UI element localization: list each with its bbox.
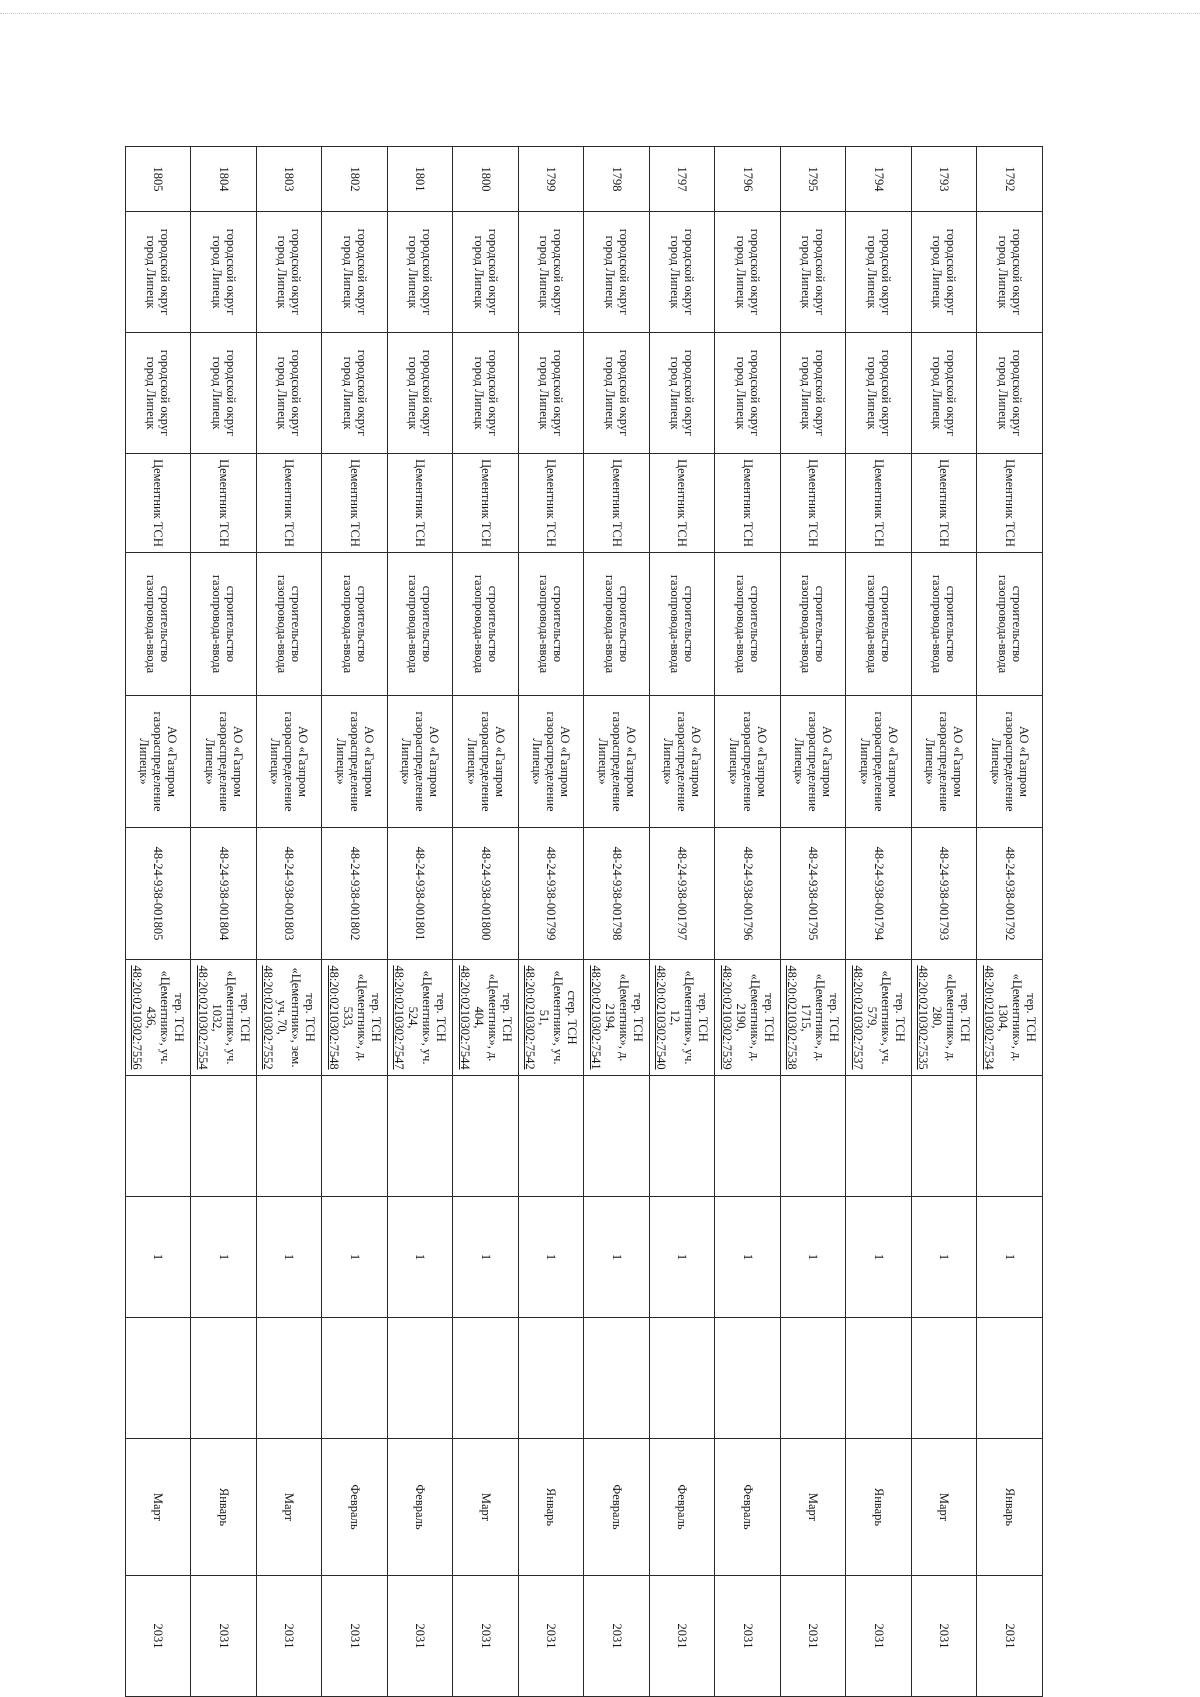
work-type-cell: строительство газопровода-ввода	[977, 553, 1043, 696]
address-cell	[912, 960, 978, 1076]
cadastral-number: 48:20:0210302:7548	[326, 965, 341, 1070]
empty-cell	[650, 1076, 716, 1197]
settlement-cell: Цементник ТСН	[977, 454, 1043, 553]
cadastral-number: 48:20:0210302:7539	[719, 965, 734, 1070]
year-cell: 2031	[191, 1576, 257, 1697]
empty-cell-2	[322, 1318, 388, 1439]
settlement-cell: Цементник ТСН	[257, 454, 323, 553]
empty-cell	[846, 1076, 912, 1197]
application-number-cell: 48-24-938-001800	[453, 828, 519, 960]
municipality-cell: городской округ город Липецк	[519, 212, 585, 333]
row-number: 1803	[257, 147, 323, 212]
municipality-cell: городской округ город Липецк	[453, 212, 519, 333]
municipality-cell: городской округ город Липецк	[650, 212, 716, 333]
month-cell: Февраль	[584, 1439, 650, 1576]
application-number-cell: 48-24-938-001797	[650, 828, 716, 960]
address-text: тер. ТСН «Цементник», д. 404,	[471, 973, 514, 1062]
application-number-cell: 48-24-938-001799	[519, 828, 585, 960]
table-row	[191, 147, 257, 1697]
municipality-2-cell: городской округ город Липецк	[912, 333, 978, 454]
work-type-cell: строительство газопровода-ввода	[781, 553, 847, 696]
gasification-plan-table	[125, 146, 1043, 1697]
empty-cell-2	[453, 1318, 519, 1439]
application-number-cell: 48-24-938-001795	[781, 828, 847, 960]
table-row	[388, 147, 454, 1697]
row-number: 1800	[453, 147, 519, 212]
cadastral-number: 48:20:0210302:7540	[654, 965, 669, 1070]
organization-cell: АО «Газпром газораспределение Липецк»	[191, 696, 257, 828]
municipality-2-cell: городской округ город Липецк	[453, 333, 519, 454]
month-cell: Февраль	[322, 1439, 388, 1576]
settlement-cell: Цементник ТСН	[846, 454, 912, 553]
organization-cell: АО «Газпром газораспределение Липецк»	[715, 696, 781, 828]
cadastral-number: 48:20:0210302:7547	[392, 965, 407, 1070]
month-cell: Январь	[191, 1439, 257, 1576]
year-cell: 2031	[126, 1576, 192, 1697]
municipality-2-cell: городской округ город Липецк	[650, 333, 716, 454]
organization-cell: АО «Газпром газораспределение Липецк»	[650, 696, 716, 828]
table-row	[519, 147, 585, 1697]
address-cell	[453, 960, 519, 1076]
settlement-cell: Цементник ТСН	[322, 454, 388, 553]
organization-cell: АО «Газпром газораспределение Липецк»	[126, 696, 192, 828]
municipality-2-cell: городской округ город Липецк	[126, 333, 192, 454]
application-number-cell: 48-24-938-001801	[388, 828, 454, 960]
row-number: 1801	[388, 147, 454, 212]
address-text: тер. ТСН «Цементник», д. 533,	[340, 973, 383, 1062]
empty-cell-2	[191, 1318, 257, 1439]
municipality-cell: городской округ город Липецк	[257, 212, 323, 333]
month-cell: Февраль	[650, 1439, 716, 1576]
table-row	[846, 147, 912, 1697]
empty-cell	[453, 1076, 519, 1197]
municipality-2-cell: городской округ город Липецк	[519, 333, 585, 454]
cadastral-number: 48:20:0210302:7556	[130, 965, 145, 1070]
table-row	[257, 147, 323, 1697]
quantity-cell: 1	[126, 1197, 192, 1318]
application-number-cell: 48-24-938-001804	[191, 828, 257, 960]
address-text: тер. ТСН «Цементник», д. 280,	[930, 973, 973, 1062]
empty-cell-2	[388, 1318, 454, 1439]
address-cell	[715, 960, 781, 1076]
month-cell: Январь	[977, 1439, 1043, 1576]
work-type-cell: строительство газопровода-ввода	[388, 553, 454, 696]
quantity-cell: 1	[715, 1197, 781, 1318]
table-row	[126, 147, 192, 1697]
organization-cell: АО «Газпром газораспределение Липецк»	[388, 696, 454, 828]
empty-cell-2	[977, 1318, 1043, 1439]
work-type-cell: строительство газопровода-ввода	[453, 553, 519, 696]
year-cell: 2031	[584, 1576, 650, 1697]
empty-cell	[715, 1076, 781, 1197]
address-text: тер. ТСН «Цементник», уч. 12,	[668, 970, 711, 1065]
month-cell: Март	[912, 1439, 978, 1576]
address-text: тер. ТСН «Цементник», д. 1715,	[799, 973, 842, 1062]
year-cell: 2031	[388, 1576, 454, 1697]
row-number: 1797	[650, 147, 716, 212]
work-type-cell: строительство газопровода-ввода	[912, 553, 978, 696]
year-cell: 2031	[977, 1576, 1043, 1697]
work-type-cell: строительство газопровода-ввода	[846, 553, 912, 696]
organization-cell: АО «Газпром газораспределение Липецк»	[584, 696, 650, 828]
settlement-cell: Цементник ТСН	[388, 454, 454, 553]
quantity-cell: 1	[453, 1197, 519, 1318]
quantity-cell: 1	[519, 1197, 585, 1318]
application-number-cell: 48-24-938-001792	[977, 828, 1043, 960]
cadastral-number: 48:20:0210302:7544	[457, 965, 472, 1070]
address-cell	[388, 960, 454, 1076]
empty-cell	[126, 1076, 192, 1197]
cadastral-number: 48:20:0210302:7535	[916, 965, 931, 1070]
application-number-cell: 48-24-938-001793	[912, 828, 978, 960]
month-cell: Март	[126, 1439, 192, 1576]
address-text: тер. ТСН «Цементник», д. 2190,	[733, 973, 776, 1062]
empty-cell	[191, 1076, 257, 1197]
municipality-2-cell: городской округ город Липецк	[388, 333, 454, 454]
table-row	[453, 147, 519, 1697]
page-top-rule	[0, 13, 1200, 14]
month-cell: Февраль	[715, 1439, 781, 1576]
settlement-cell: Цементник ТСН	[584, 454, 650, 553]
year-cell: 2031	[912, 1576, 978, 1697]
municipality-cell: городской округ город Липецк	[322, 212, 388, 333]
table-row	[584, 147, 650, 1697]
municipality-2-cell: городской округ город Липецк	[584, 333, 650, 454]
application-number-cell: 48-24-938-001794	[846, 828, 912, 960]
row-number: 1799	[519, 147, 585, 212]
quantity-cell: 1	[388, 1197, 454, 1318]
address-cell	[781, 960, 847, 1076]
municipality-2-cell: городской округ город Липецк	[191, 333, 257, 454]
address-text: тер. ТСН «Цементник», зем. уч. 70,	[275, 967, 318, 1068]
municipality-2-cell: городской округ город Липецк	[322, 333, 388, 454]
empty-cell-2	[257, 1318, 323, 1439]
empty-cell	[322, 1076, 388, 1197]
empty-cell	[257, 1076, 323, 1197]
row-number: 1796	[715, 147, 781, 212]
table-row	[977, 147, 1043, 1697]
organization-cell: АО «Газпром газораспределение Липецк»	[846, 696, 912, 828]
year-cell: 2031	[257, 1576, 323, 1697]
year-cell: 2031	[322, 1576, 388, 1697]
cadastral-number: 48:20:0210302:7534	[981, 965, 996, 1070]
address-text: стер. ТСН «Цементник», уч. 51,	[537, 970, 580, 1065]
settlement-cell: Цементник ТСН	[191, 454, 257, 553]
table-row	[715, 147, 781, 1697]
empty-cell	[388, 1076, 454, 1197]
work-type-cell: строительство газопровода-ввода	[126, 553, 192, 696]
municipality-2-cell: городской округ город Липецк	[257, 333, 323, 454]
row-number: 1804	[191, 147, 257, 212]
municipality-cell: городской округ город Липецк	[715, 212, 781, 333]
year-cell: 2031	[453, 1576, 519, 1697]
municipality-cell: городской округ город Липецк	[846, 212, 912, 333]
work-type-cell: строительство газопровода-ввода	[715, 553, 781, 696]
organization-cell: АО «Газпром газораспределение Липецк»	[977, 696, 1043, 828]
application-number-cell: 48-24-938-001802	[322, 828, 388, 960]
settlement-cell: Цементник ТСН	[715, 454, 781, 553]
quantity-cell: 1	[781, 1197, 847, 1318]
organization-cell: АО «Газпром газораспределение Липецк»	[453, 696, 519, 828]
address-cell	[650, 960, 716, 1076]
address-cell	[322, 960, 388, 1076]
settlement-cell: Цементник ТСН	[650, 454, 716, 553]
month-cell: Январь	[519, 1439, 585, 1576]
empty-cell-2	[912, 1318, 978, 1439]
month-cell: Январь	[846, 1439, 912, 1576]
address-text: тер. ТСН «Цементник», уч. 1032,	[209, 970, 252, 1065]
municipality-2-cell: городской округ город Липецк	[846, 333, 912, 454]
settlement-cell: Цементник ТСН	[453, 454, 519, 553]
organization-cell: АО «Газпром газораспределение Липецк»	[322, 696, 388, 828]
quantity-cell: 1	[584, 1197, 650, 1318]
address-cell	[126, 960, 192, 1076]
empty-cell-2	[126, 1318, 192, 1439]
month-cell: Март	[257, 1439, 323, 1576]
work-type-cell: строительство газопровода-ввода	[650, 553, 716, 696]
cadastral-number: 48:20:0210302:7552	[261, 965, 276, 1070]
address-cell	[191, 960, 257, 1076]
row-number: 1792	[977, 147, 1043, 212]
municipality-cell: городской округ город Липецк	[126, 212, 192, 333]
empty-cell	[519, 1076, 585, 1197]
organization-cell: АО «Газпром газораспределение Липецк»	[257, 696, 323, 828]
settlement-cell: Цементник ТСН	[912, 454, 978, 553]
organization-cell: АО «Газпром газораспределение Липецк»	[781, 696, 847, 828]
table-row	[322, 147, 388, 1697]
empty-cell-2	[584, 1318, 650, 1439]
empty-cell	[584, 1076, 650, 1197]
address-cell	[257, 960, 323, 1076]
empty-cell-2	[781, 1318, 847, 1439]
year-cell: 2031	[519, 1576, 585, 1697]
application-number-cell: 48-24-938-001798	[584, 828, 650, 960]
empty-cell	[781, 1076, 847, 1197]
address-text: тер. ТСН «Цементник», д. 1304,	[995, 973, 1038, 1062]
quantity-cell: 1	[191, 1197, 257, 1318]
quantity-cell: 1	[977, 1197, 1043, 1318]
address-text: тер. ТСН «Цементник», д. 2194,	[602, 973, 645, 1062]
address-text: тер. ТСН «Цементник», уч. 436,	[144, 970, 187, 1065]
row-number: 1794	[846, 147, 912, 212]
row-number: 1802	[322, 147, 388, 212]
work-type-cell: строительство газопровода-ввода	[191, 553, 257, 696]
empty-cell	[977, 1076, 1043, 1197]
address-cell	[846, 960, 912, 1076]
quantity-cell: 1	[322, 1197, 388, 1318]
organization-cell: АО «Газпром газораспределение Липецк»	[912, 696, 978, 828]
municipality-cell: городской округ город Липецк	[912, 212, 978, 333]
empty-cell-2	[715, 1318, 781, 1439]
address-cell	[977, 960, 1043, 1076]
empty-cell-2	[846, 1318, 912, 1439]
table-row	[912, 147, 978, 1697]
table-row	[781, 147, 847, 1697]
settlement-cell: Цементник ТСН	[781, 454, 847, 553]
municipality-cell: городской округ город Липецк	[191, 212, 257, 333]
cadastral-number: 48:20:0210302:7554	[195, 965, 210, 1070]
work-type-cell: строительство газопровода-ввода	[584, 553, 650, 696]
municipality-cell: городской округ город Липецк	[584, 212, 650, 333]
empty-cell-2	[650, 1318, 716, 1439]
application-number-cell: 48-24-938-001803	[257, 828, 323, 960]
empty-cell-2	[519, 1318, 585, 1439]
quantity-cell: 1	[650, 1197, 716, 1318]
work-type-cell: строительство газопровода-ввода	[519, 553, 585, 696]
address-cell	[584, 960, 650, 1076]
rotated-table-container	[125, 146, 1043, 1649]
work-type-cell: строительство газопровода-ввода	[257, 553, 323, 696]
work-type-cell: строительство газопровода-ввода	[322, 553, 388, 696]
municipality-2-cell: городской округ город Липецк	[977, 333, 1043, 454]
row-number: 1793	[912, 147, 978, 212]
cadastral-number: 48:20:0210302:7538	[785, 965, 800, 1070]
quantity-cell: 1	[257, 1197, 323, 1318]
municipality-2-cell: городской округ город Липецк	[781, 333, 847, 454]
empty-cell	[912, 1076, 978, 1197]
row-number: 1795	[781, 147, 847, 212]
address-text: тер. ТСН «Цементник», уч. 524,	[406, 970, 449, 1065]
application-number-cell: 48-24-938-001796	[715, 828, 781, 960]
municipality-cell: городской округ город Липецк	[781, 212, 847, 333]
quantity-cell: 1	[912, 1197, 978, 1318]
municipality-cell: городской округ город Липецк	[977, 212, 1043, 333]
quantity-cell: 1	[846, 1197, 912, 1318]
month-cell: Март	[453, 1439, 519, 1576]
application-number-cell: 48-24-938-001805	[126, 828, 192, 960]
table-row	[650, 147, 716, 1697]
year-cell: 2031	[781, 1576, 847, 1697]
address-text: тер. ТСН «Цементник», уч. 579,	[864, 970, 907, 1065]
municipality-2-cell: городской округ город Липецк	[715, 333, 781, 454]
settlement-cell: Цементник ТСН	[126, 454, 192, 553]
municipality-cell: городской округ город Липецк	[388, 212, 454, 333]
organization-cell: АО «Газпром газораспределение Липецк»	[519, 696, 585, 828]
cadastral-number: 48:20:0210302:7541	[588, 965, 603, 1070]
month-cell: Март	[781, 1439, 847, 1576]
cadastral-number: 48:20:0210302:7537	[850, 965, 865, 1070]
address-cell	[519, 960, 585, 1076]
cadastral-number: 48:20:0210302:7542	[523, 965, 538, 1070]
settlement-cell: Цементник ТСН	[519, 454, 585, 553]
year-cell: 2031	[650, 1576, 716, 1697]
month-cell: Февраль	[388, 1439, 454, 1576]
row-number: 1805	[126, 147, 192, 212]
year-cell: 2031	[846, 1576, 912, 1697]
row-number: 1798	[584, 147, 650, 212]
year-cell: 2031	[715, 1576, 781, 1697]
